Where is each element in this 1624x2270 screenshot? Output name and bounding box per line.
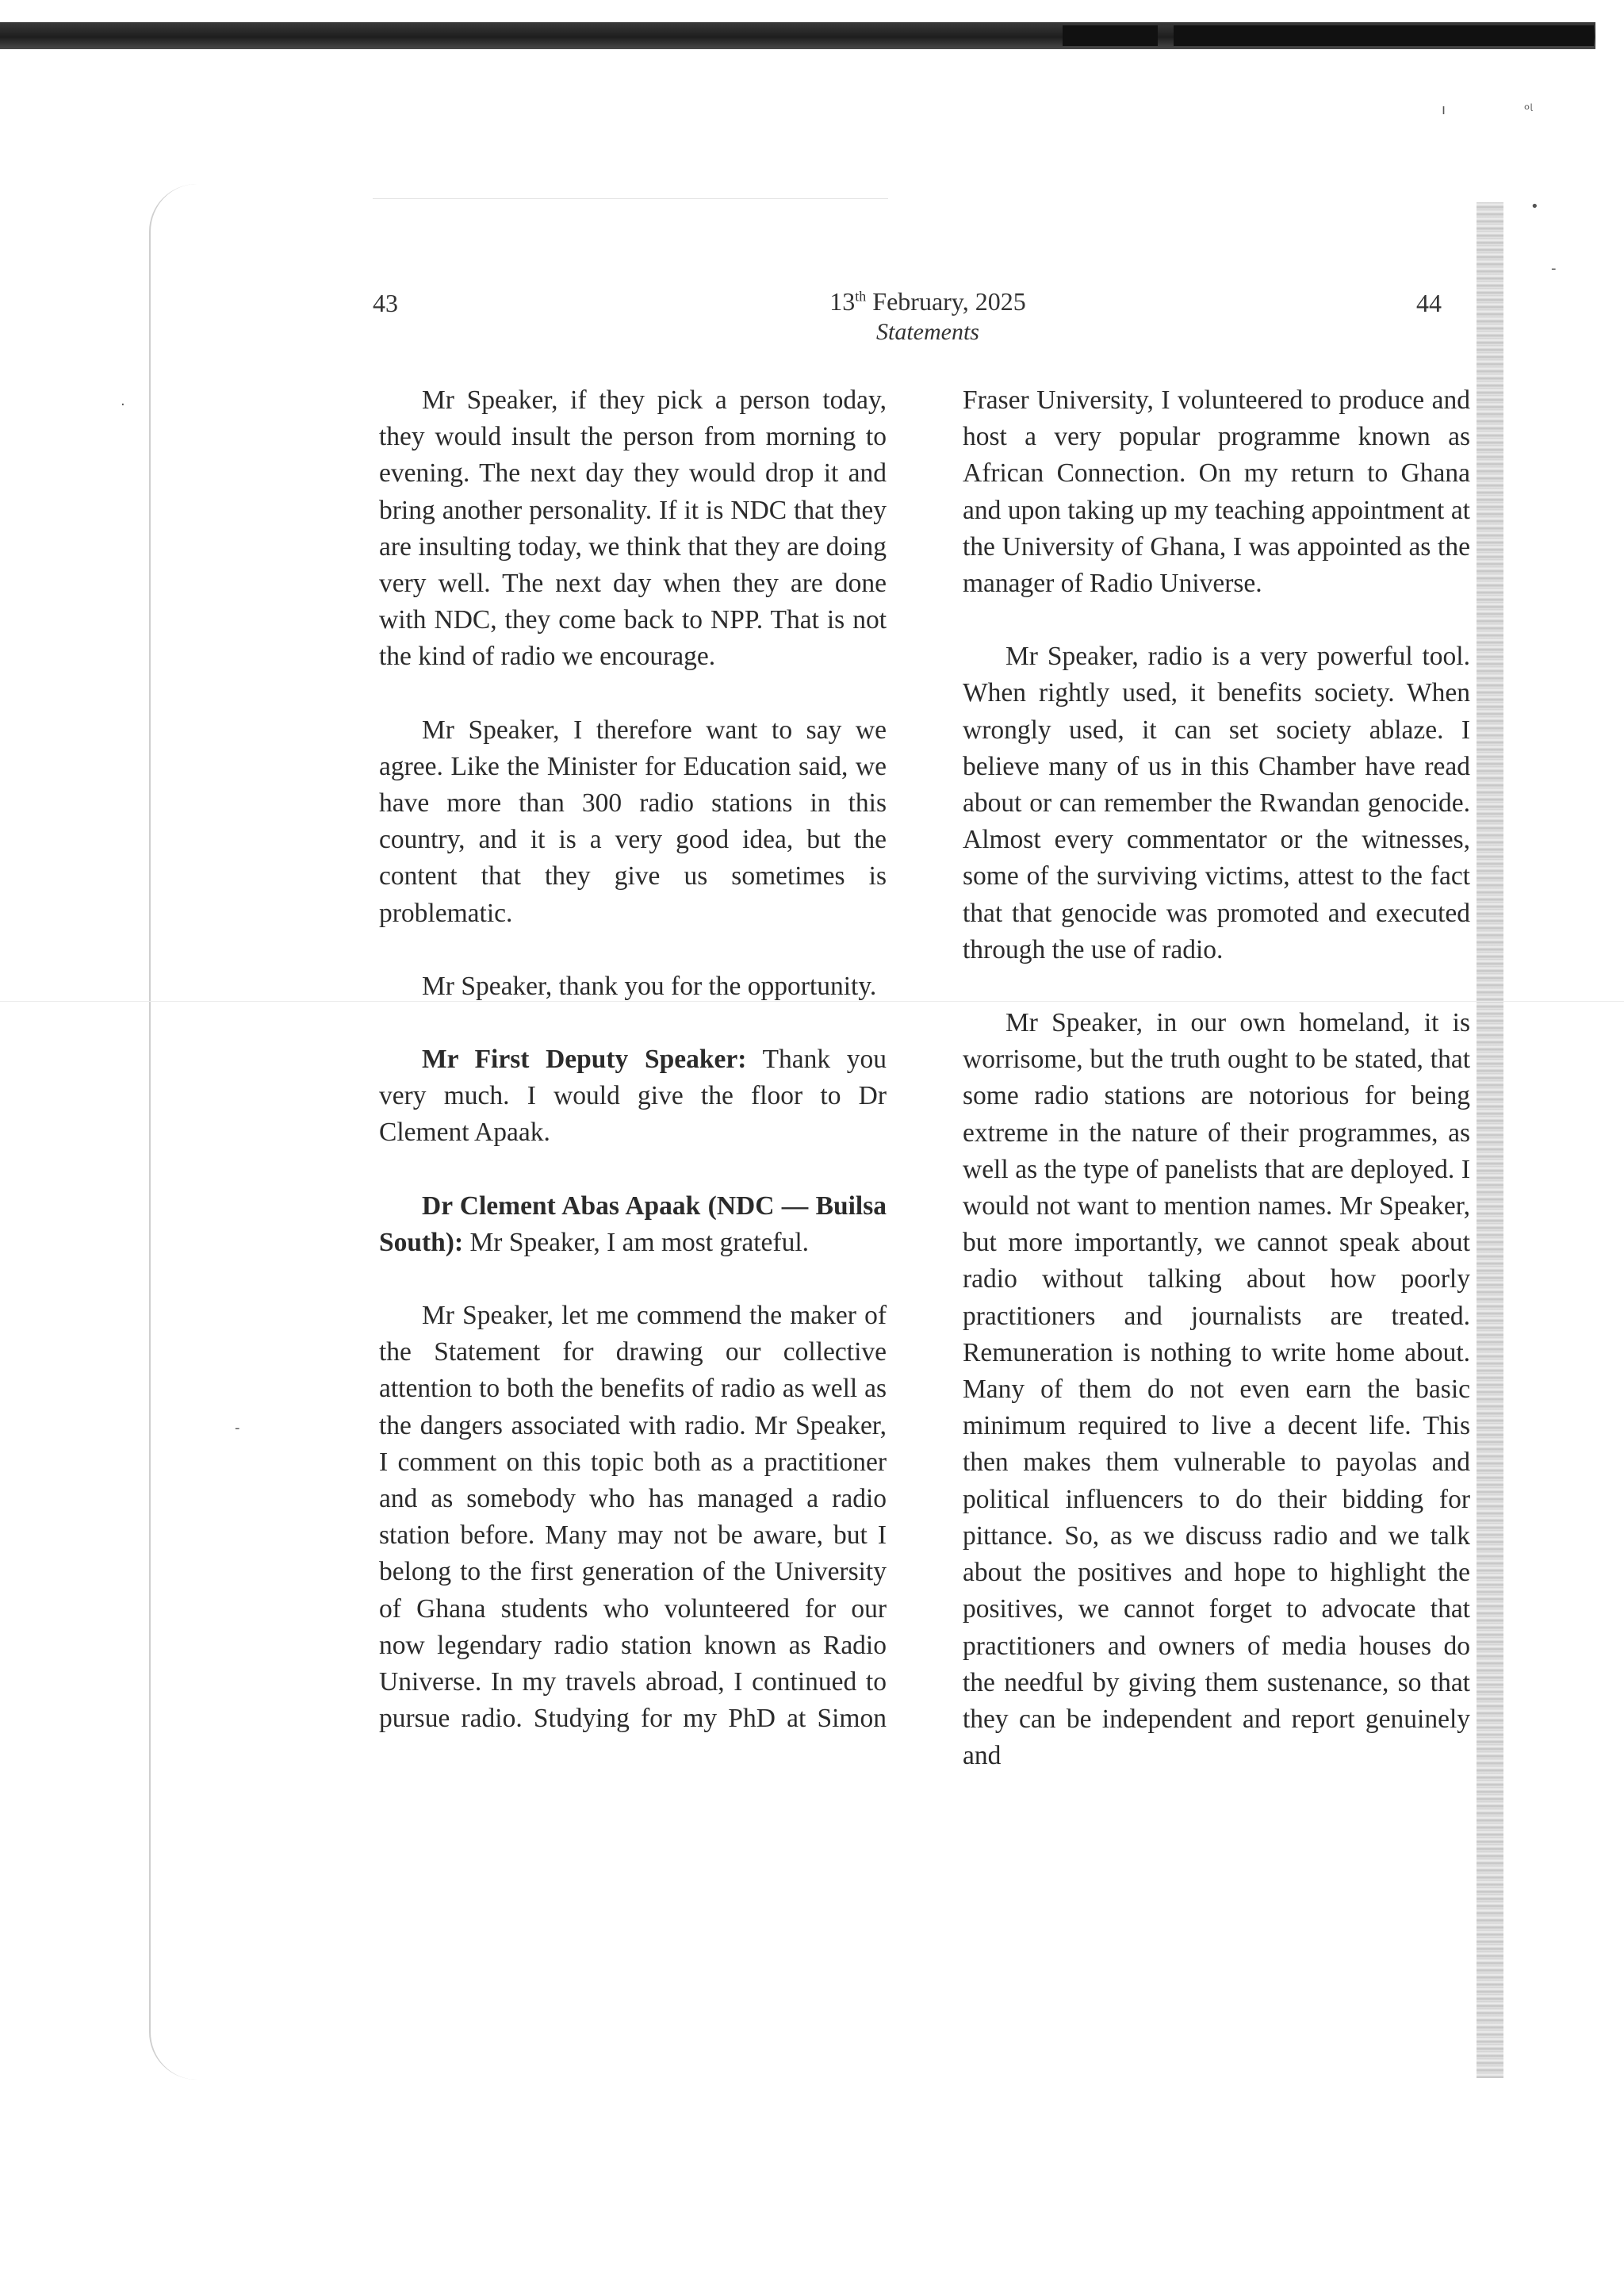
speaker-paragraph [379, 1041, 887, 1152]
page-number-left: 43 [373, 289, 398, 317]
scan-speck: ᵒᶩ [1524, 102, 1534, 118]
speaker-name: Mr First Deputy Speaker: [422, 1045, 747, 1075]
date-month-year: February, 2025 [872, 287, 1026, 316]
left-column [379, 382, 887, 1738]
speaker-text: Thank you very much. I would give the floor to Dr Clement Apaak. [379, 1045, 887, 1148]
right-column [963, 382, 1470, 1774]
scan-line [373, 198, 888, 199]
scan-speck: · [121, 397, 125, 413]
paragraph: Mr Speaker, in our own homeland, it is worrisome, but the truth ought to be stated, that some radio stations are notorious for being extreme in the nature of their programmes, as well as the type of panelists that are deployed. I would not want to mention names. Mr Speaker, but more importantly, we cannot speak about radio without talking about how poorly practitioners and journalists are treated. Remuneration is nothing to write home about. Many of them do not even earn the basic minimum required to live a decent life. This then makes them vulnerable to payolas and political influencers to do their bidding for pittance. So, as we discuss radio and we talk about the positives and hope to highlight the positives, we cannot forget to advocate that practitioners and owners of media houses do the needful by giving them sustenance, so that they can be independent and report genuinely and [963, 1008, 1470, 1771]
paragraph-continued: Fraser University, I volunteered to produce and host a very popular programme known as African Connection. On my return to Ghana and upon taking up my teaching appointment at the University of Ghana, I was appointed as the manager of Radio Universe. [963, 385, 1470, 599]
scan-edge-bar [0, 22, 1595, 49]
paragraph: Mr Speaker, let me commend the maker of the Statement for drawing our collective attention to both the benefits of radio as well as the dangers associated with radio. Mr Speaker, I comment on this topic both as a practitioner and as somebody who has managed a radio station before. Many may not be aware, but I belong to the first generation of the University of Ghana students who volunteered for our now legendary radio station known as Radio Universe. In my travels abroad, I continued to pursue radio. Studying for my PhD at Simon [379, 1301, 887, 1734]
date-suffix: th [855, 288, 867, 305]
binding-shadow [1477, 202, 1503, 2078]
speaker-text: Mr Speaker, I am most grateful. [463, 1227, 810, 1257]
sitting-date [761, 287, 1094, 316]
speaker-paragraph [379, 1188, 887, 1261]
page-number-right: 44 [1416, 289, 1442, 317]
paragraph: Mr Speaker, radio is a very powerful tool. When rightly used, it benefits society. When wrongly used, it can set society ablaze. I believe many of us in this Chamber have read about or can remember the Rwandan genocide. Almost every commentator or the witnesses, some of the surviving victims, attest to the fact that that genocide was promoted and executed through the use of radio. [963, 642, 1470, 964]
scan-speck: - [1551, 260, 1557, 277]
scan-speck: • [1530, 198, 1539, 215]
date-day: 13 [829, 287, 856, 316]
scan-speck: ı [1442, 102, 1446, 118]
paragraph: Mr Speaker, thank you for the opportunity. [422, 971, 877, 1001]
speaker-name: Dr Clement Abas Apaak (NDC — Builsa South): [379, 1191, 887, 1257]
paragraph: Mr Speaker, if they pick a person today, they would insult the person from morning to evening. The next day they would drop it and bring another personality. If it is NDC that they are insulting today, we think that they are doing very well. The next day when they are done with NDC, they come back to NPP. That is not the kind of radio we encourage. [379, 385, 887, 672]
section-title: Statements [876, 319, 979, 345]
paragraph: Mr Speaker, I therefore want to say we agree. Like the Minister for Education said, we have more than 300 radio stations in this country, and it is a very good idea, but the content that they give us sometimes is problematic. [379, 715, 887, 928]
scan-speck: - [235, 1420, 240, 1436]
